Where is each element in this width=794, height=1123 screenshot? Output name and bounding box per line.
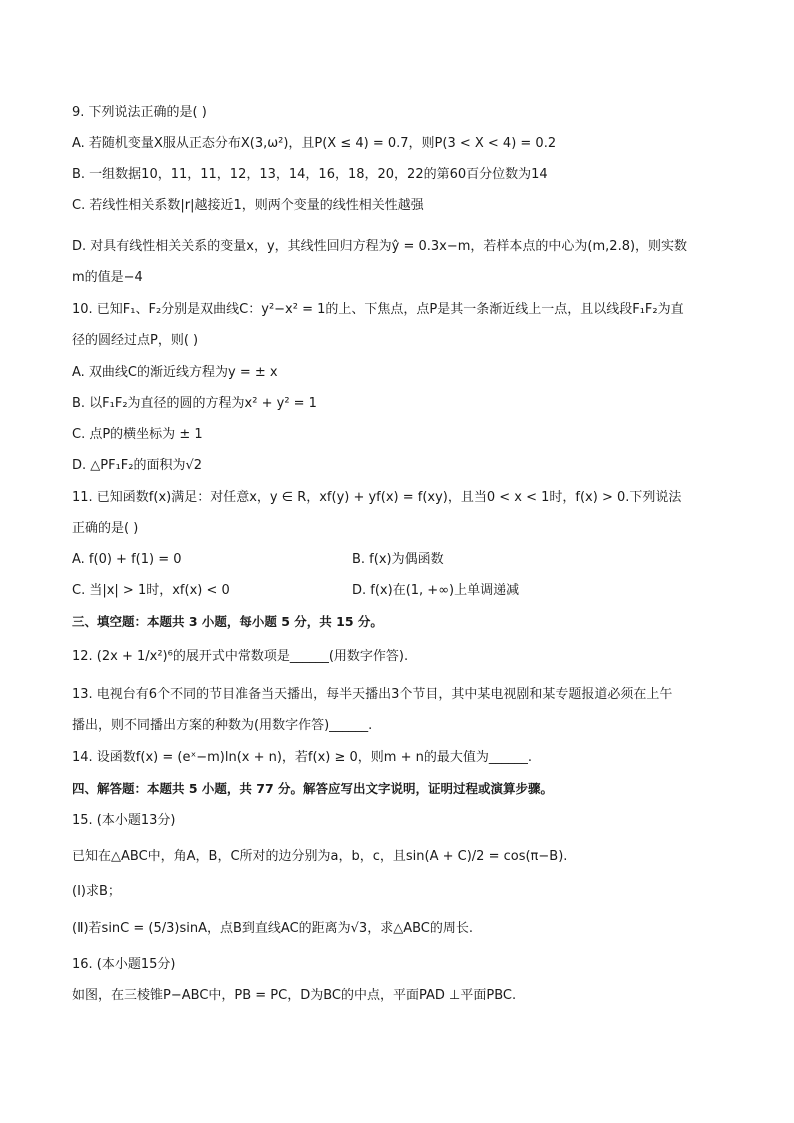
q10-option-b: B. 以F₁F₂为直径的圆的方程为x² + y² = 1 [72, 396, 317, 411]
q11-stem-line2: 正确的是( ) [72, 521, 139, 536]
q14: 14. 设函数f(x) = (eˣ−m)ln(x + n)，若f(x) ≥ 0，则m + n的最大值为______. [72, 750, 532, 765]
q9-stem: 9. 下列说法正确的是( ) [72, 105, 207, 120]
q13-line2: 播出，则不同播出方案的种数为(用数字作答)______. [72, 718, 373, 733]
q11-option-c: C. 当|x| > 1时，xf(x) < 0 [72, 583, 230, 598]
q15-heading: 15. (本小题13分) [72, 813, 176, 828]
q9-option-d-line1: D. 对具有线性相关关系的变量x，y，其线性回归方程为ŷ = 0.3x−m，若样本点的中心为(m,2.8)，则实数 [72, 239, 688, 254]
q11-option-a: A. f(0) + f(1) = 0 [72, 552, 182, 567]
q9-option-b: B. 一组数据10，11，11，12，13，14，16，18，20，22的第60百分位数为14 [72, 167, 548, 182]
q11-option-b: B. f(x)为偶函数 [352, 552, 444, 567]
q11-option-d: D. f(x)在(1, +∞)上单调递减 [352, 583, 520, 598]
q10-option-c: C. 点P的横坐标为 ± 1 [72, 427, 203, 442]
q10-stem-line2: 径的圆经过点P，则( ) [72, 333, 199, 348]
section3-heading: 三、填空题：本题共 3 小题，每小题 5 分，共 15 分。 [72, 614, 383, 629]
q15-stem: 已知在△ABC中，角A，B，C所对的边分别为a，b，c，且sin(A + C)/2 = cos(π−B). [72, 849, 568, 864]
q10-stem-line1: 10. 已知F₁、F₂分别是双曲线C：y²−x² = 1的上、下焦点，点P是其一条渐近线上一点，且以线段F₁F₂为直 [72, 302, 684, 317]
q12: 12. (2x + 1/x²)⁶的展开式中常数项是______(用数字作答). [72, 649, 409, 664]
q13-line1: 13. 电视台有6个不同的节目准备当天播出，每半天播出3个节目，其中某电视剧和某专题报道必须在上午 [72, 687, 673, 702]
q16-stem: 如图，在三棱锥P−ABC中，PB = PC，D为BC的中点，平面PAD ⊥平面PBC. [72, 988, 517, 1003]
q9-option-a: A. 若随机变量X服从正态分布X(3,ω²)，且P(X ≤ 4) = 0.7，则P(3 < X < 4) = 0.2 [72, 136, 557, 151]
q9-option-c: C. 若线性相关系数|r|越接近1，则两个变量的线性相关性越强 [72, 198, 424, 213]
q15-part1: (Ⅰ)求B； [72, 884, 121, 899]
section4-heading: 四、解答题：本题共 5 小题，共 77 分。解答应写出文字说明，证明过程或演算步骤。 [72, 781, 554, 796]
q9-option-d-line2: m的值是−4 [72, 270, 143, 285]
q10-option-a: A. 双曲线C的渐近线方程为y = ± x [72, 365, 278, 380]
q11-stem-line1: 11. 已知函数f(x)满足：对任意x，y ∈ R，xf(y) + yf(x) = f(xy)，且当0 < x < 1时，f(x) > 0.下列说法 [72, 490, 682, 505]
q16-heading: 16. (本小题15分) [72, 957, 176, 972]
q10-option-d: D. △PF₁F₂的面积为√2 [72, 458, 203, 473]
q15-part2: (Ⅱ)若sinC = (5/3)sinA，点B到直线AC的距离为√3，求△ABC的周长. [72, 921, 473, 936]
